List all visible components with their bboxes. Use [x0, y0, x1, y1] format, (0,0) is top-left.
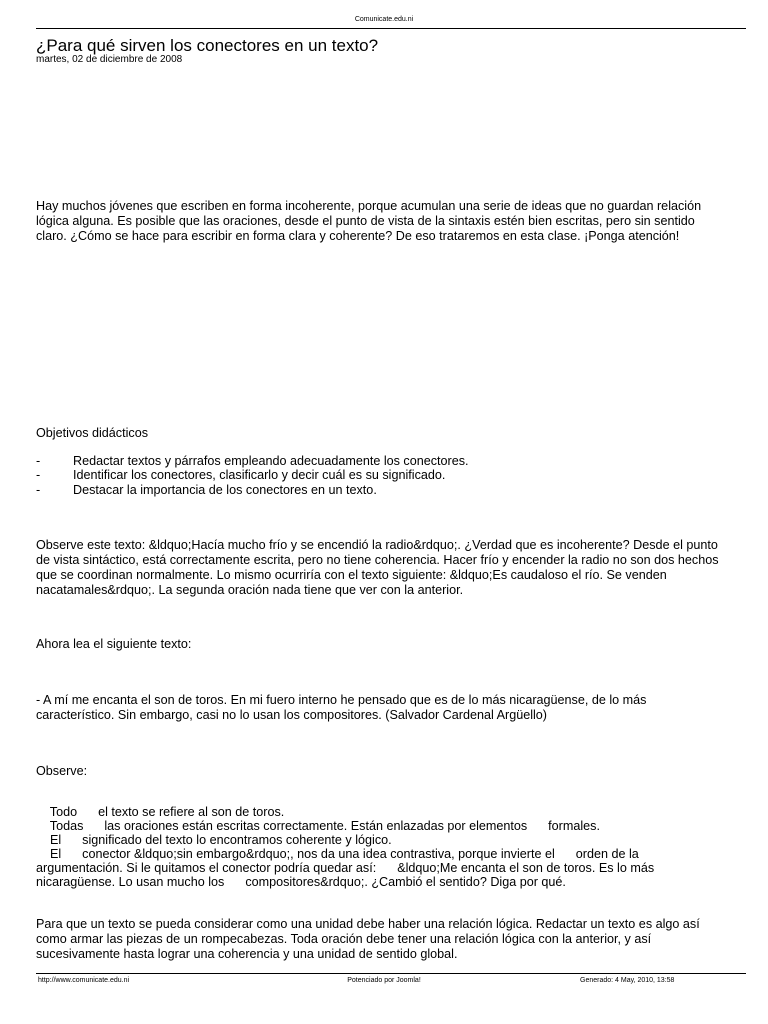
list-item — [36, 483, 377, 498]
list-bullet: - — [36, 454, 41, 468]
page-title: ¿Para qué sirven los conectores en un texto? — [36, 36, 379, 55]
observe-line: argumentación. Si le quitamos el conector podría quedar así: &ldquo;Me encanta el son de toros. Es lo más — [36, 861, 655, 875]
list-item — [36, 454, 469, 469]
footer-divider — [36, 973, 746, 974]
observe-line: El conector &ldquo;sin embargo&rdquo;, nos da una idea contrastiva, porque invierte el orden de la — [36, 847, 639, 861]
site-header: Comunicate.edu.ni — [354, 16, 414, 23]
list-bullet: - — [36, 483, 41, 497]
read-prompt: Ahora lea el siguiente texto: — [36, 637, 192, 651]
list-bullet: - — [36, 468, 41, 482]
observe-line: Todas las oraciones están escritas correctamente. Están enlazadas por elementos formales. — [36, 819, 600, 833]
observe-line: El significado del texto lo encontramos coherente y lógico. — [36, 833, 392, 847]
list-item-text: Redactar textos y párrafos empleando adecuadamente los conectores. — [73, 454, 469, 468]
objectives-heading: Objetivos didácticos — [36, 426, 148, 440]
intro-paragraph: Hay muchos jóvenes que escriben en forma incoherente, porque acumulan una serie de ideas que no guardan relación lógica alguna. Es posible que las oraciones, desde el punto de vista de la sintaxis estén bien escritas, pero sin sentido claro. ¿Cómo se hace para escribir en forma clara y coherente? De eso trataremos en esta clase. ¡Ponga atención! — [36, 199, 702, 243]
list-item — [36, 468, 445, 483]
publish-date: martes, 02 de diciembre de 2008 — [36, 54, 183, 65]
footer-generated: Generado: 4 May, 2010, 13:58 — [580, 977, 675, 984]
quote-paragraph: - A mí me encanta el son de toros. En mi fuero interno he pensado que es de lo más nicaragüense, de lo más característico. Sin embargo, casi no lo usan los compositores. (Salvador Cardenal Argüello) — [36, 693, 647, 722]
header-divider — [36, 28, 746, 29]
closing-paragraph: Para que un texto se pueda considerar como una unidad debe haber una relación lógica. Redactar un texto es algo así como armar las piezas de un rompecabezas. Toda oración debe tener una relación lógica con la anterior, y así sucesivamente hasta lograr una coherencia y una unidad de sentido global. — [36, 917, 700, 961]
observe-heading: Observe: — [36, 764, 88, 778]
list-item-text: Identificar los conectores, clasificarlo y decir cuál es su significado. — [73, 468, 446, 482]
observe-paragraph: Observe este texto: &ldquo;Hacía mucho frío y se encendió la radio&rdquo;. ¿Verdad que es incoherente? Desde el punto de vista sintáctico, está correctamente escrita, pero no tiene coherencia. Hacer frío y encender la radio no son dos hechos que se coordinan normalmente. Lo mismo ocurriría con el texto siguiente: &ldquo;Es caudaloso el río. Se venden nacatamales&rdquo;. La segunda oración nada tiene que ver con la anterior. — [36, 538, 719, 597]
observe-line: Todo el texto se refiere al son de toros. — [36, 805, 285, 819]
footer-powered-by: Potenciado por Joomla! — [347, 977, 421, 984]
list-item-text: Destacar la importancia de los conectores en un texto. — [73, 483, 377, 497]
footer-url-link[interactable]: http://www.comunicate.edu.ni — [38, 977, 130, 984]
observe-line: nicaragüense. Lo usan mucho los compositores&rdquo;. ¿Cambió el sentido? Diga por qué. — [36, 875, 566, 889]
